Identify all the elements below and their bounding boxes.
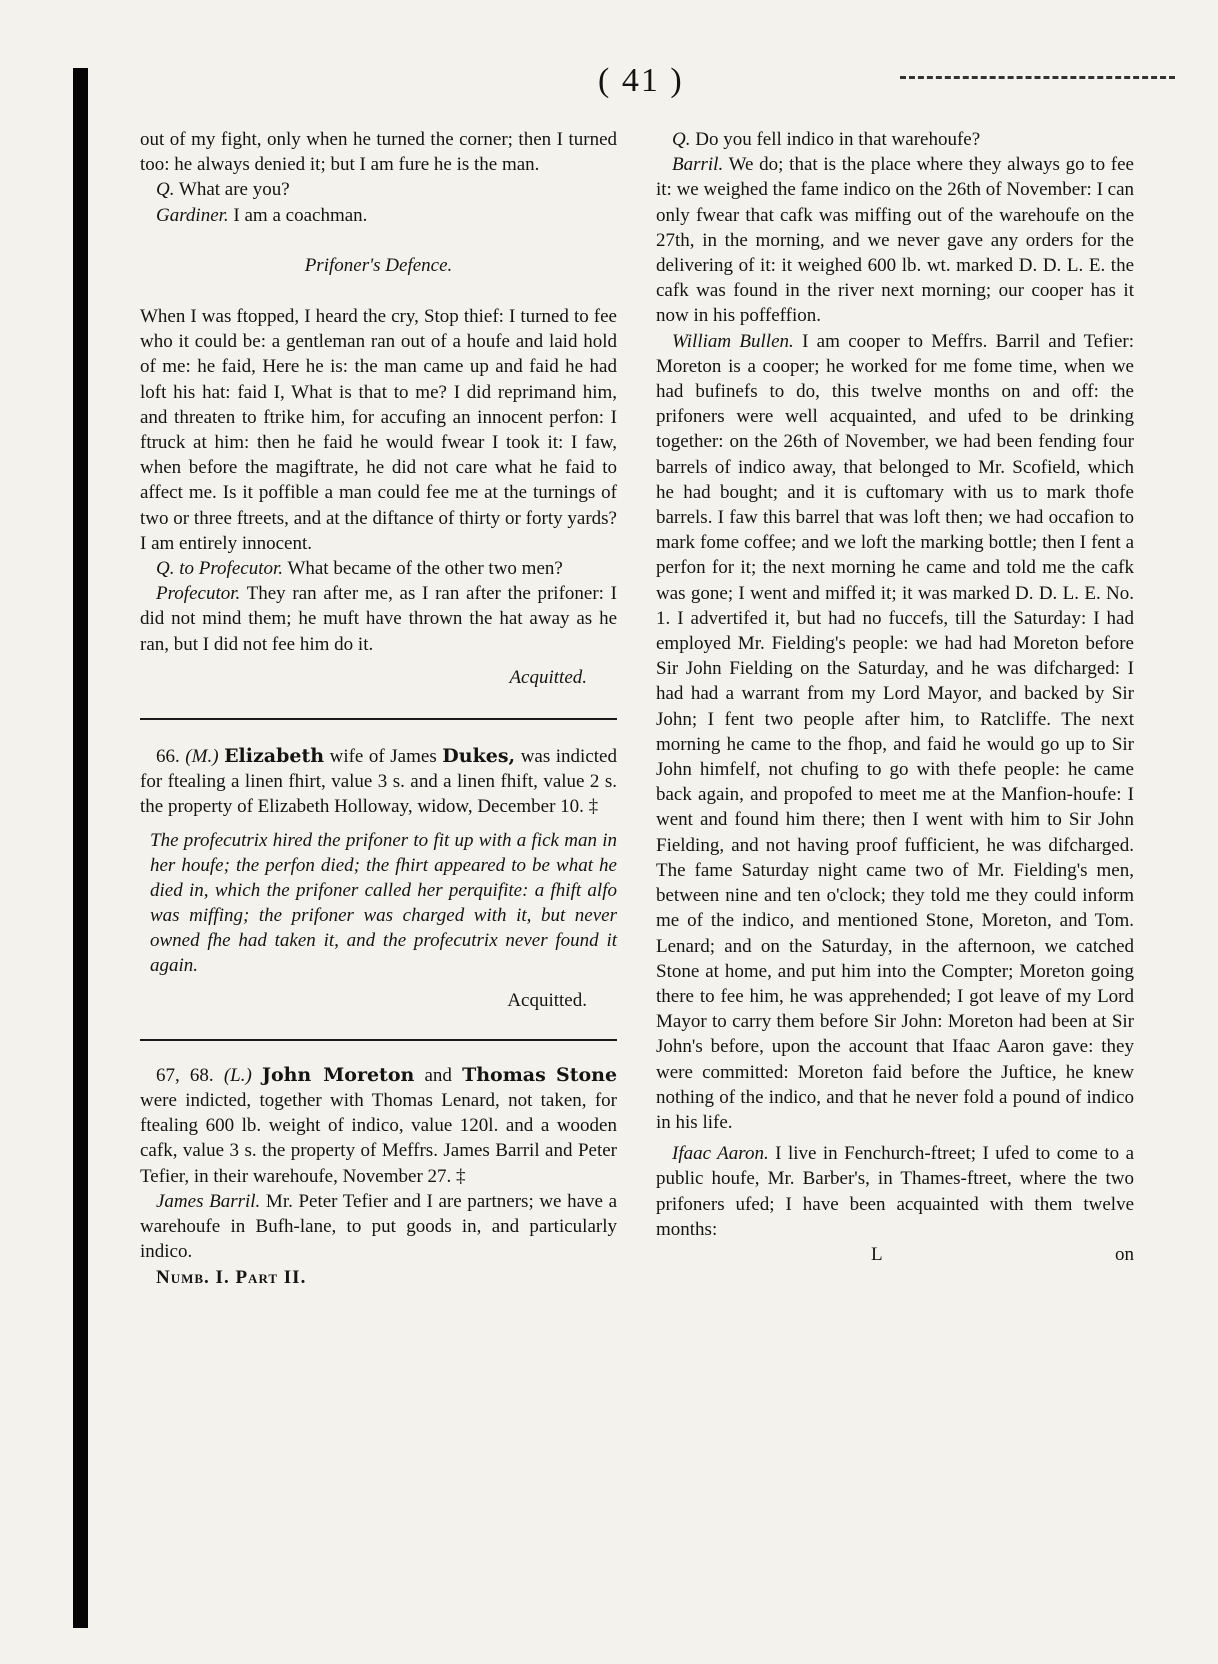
speaker-label: Gardiner. bbox=[156, 204, 229, 226]
question-text: Do you fell indico in that warehoufe? bbox=[695, 129, 981, 150]
case-code: (L.) bbox=[223, 1064, 252, 1086]
testimony bbox=[656, 1141, 1134, 1242]
defendant-surname: Stone bbox=[555, 1063, 618, 1086]
case-text: were indicted, together with Thomas Lenard, not taken, for ftealing 600 lb. weight of indico, value 120l. and a wooden cafk, value 3 s. the property of Meffrs. James Barril and Peter Tefier, in their warehoufe, November 27. ‡ bbox=[140, 1090, 617, 1187]
case-number: 66. bbox=[156, 746, 180, 768]
speaker-label: Barril. bbox=[672, 154, 724, 176]
defence-paragraph: When I was ftopped, I heard the cry, Stop thief: I turned to fee who it could be: a gentleman ran out of a houfe and laid hold of me: he faid, Here he is: the man came up and faid he had loft his hat: faid I, What is that to me? I did reprimand him, and threaten to ftrike him, for accufing an innocent perfon: I ftruck at him: then he faid he would fwear I took it: I faw, when before the magiftrate, he did not care what he faid to affect me. Is it poffible a man could fee me at the turnings of two or three ftreets, and at the diftance of thirty or forty yards? I am entirely innocent. bbox=[140, 306, 617, 554]
testimony-text: I am cooper to Meffrs. Barril and Tefier: Moreton is a cooper; he worked for me fome time, when we had bufinefs to do, this twelve months on and off: the prifoners were well acquainted, and ufed to be drinking together: on the 26th of November, we had been fending four barrels of indico away, that belonged to Mr. Scofield, which he had bought; and it is cuftomary with us to mark thofe barrels. I faw this barrel that was loft then; we had occafion to mark fome coffee; and we loft the marking bottle; then I fent a perfon for it; the next morning he came and told me the cafk was gone; I went and miffed it; it was marked D. D. L. E. No. 1. I advertifed it, but had no fuccefs, till the Saturday: I had employed Mr. Fielding's people: we had had Moreton before Sir John Fielding on the Saturday, and he was difcharged: I had had a warrant from my Lord Mayor, and backed by Sir John; I fent two people after him, to Ratcliffe. The next morning he came to the fhop, and faid he would go up to Sir John himfelf, not chufing to go with thefe people: he came back again, and propofed to meet me at the Manfion-houfe: I went and found him there; then I went with him to Sir John Fielding, and not having proof fufficient, he was difcharged. The fame Saturday night came two of Mr. Fielding's men, between nine and ten o'clock; they told me they could inform me of the indico, and mentioned Stone, Moreton, and Tom. Lenard; and on the Saturday, in the afternoon, we catched Stone at home, and put him into the Compter; Moreton going there to fee him, he was apprehended; I got leave of my Lord Mayor to carry them before Sir John: Moreton had been at Sir John's before, upon the account that Ifaac Aaron gave: they were committed: Moreton faid before the Juftice, he knew nothing of the indico, and that he never fold a pound of indico in his life. bbox=[656, 330, 1135, 1133]
testimony bbox=[656, 152, 1134, 328]
case-text: wife of James bbox=[329, 746, 437, 768]
question-text: What are you? bbox=[178, 179, 290, 201]
verdict: Acquitted. bbox=[507, 989, 587, 1011]
speaker-label: William Bullen. bbox=[672, 330, 794, 352]
defendant-name: Thomas bbox=[462, 1063, 546, 1086]
testimony bbox=[140, 1189, 617, 1265]
testimony-text: Mr. Peter Tefier and I are partners; we have a warehoufe in Bufh-lane, to put goods in, and particularly indico. bbox=[140, 1190, 618, 1263]
question-line bbox=[140, 177, 617, 202]
summary-text: The profecutrix hired the prifoner to fit up with a fick man in her houfe; the perfon died; the fhirt appeared to be what he died in, which the prifoner called her perquifite: a fhift alfo was miffing; the prifoner was charged with it, but never owned fhe had taken it, and the profecutrix never found it again. bbox=[150, 829, 617, 976]
speaker-label: Ifaac Aaron. bbox=[672, 1143, 769, 1165]
signature-mark: L bbox=[871, 1243, 883, 1265]
case-summary bbox=[140, 828, 617, 978]
left-column bbox=[140, 127, 617, 1290]
question-line bbox=[140, 556, 617, 581]
answer-line bbox=[140, 581, 617, 657]
page-number: ( 41 ) bbox=[598, 62, 684, 99]
verdict: Acquitted. bbox=[509, 666, 587, 688]
signature-footer: Numb. I. Part II. bbox=[156, 1266, 307, 1288]
case-code: (M.) bbox=[185, 746, 219, 768]
binding-shadow bbox=[73, 68, 88, 1628]
answer-text: I am a coachman. bbox=[233, 204, 368, 226]
question-label: Q. bbox=[156, 179, 175, 201]
right-column bbox=[656, 127, 1134, 1267]
testimony bbox=[656, 329, 1134, 1136]
case-66-indictment bbox=[140, 744, 617, 820]
case-text: was indicted for ftealing a linen fhirt, value 3 s. and a linen fhift, value 2 s. the property of Elizabeth Holloway, widow, December 10. ‡ bbox=[140, 746, 617, 818]
catchword: on bbox=[1115, 1243, 1134, 1265]
testimony-text: I live in Fenchurch-ftreet; I ufed to come to a public houfe, Mr. Barber's, in Thames-ftreet, where the two prifoners ufed; I have been acquainted with them twelve months: bbox=[656, 1143, 1134, 1240]
answer-text: They ran after me, as I ran after the prifoner: I did not mind them; he muft have thrown the hat away as he ran, but I did not fee him do it. bbox=[140, 583, 617, 655]
question-line bbox=[656, 127, 1134, 152]
answer-line bbox=[140, 203, 617, 228]
section-heading: Prifoner's Defence. bbox=[304, 254, 453, 276]
case-67-indictment bbox=[140, 1063, 617, 1189]
speaker-label: Profecutor. bbox=[156, 583, 241, 605]
speaker-label: James Barril. bbox=[156, 1190, 261, 1212]
defendant-name: Elizabeth bbox=[224, 745, 325, 768]
defendant-surname: Dukes, bbox=[442, 745, 516, 768]
question-text: What became of the other two men? bbox=[287, 558, 563, 580]
question-label: Q. bbox=[672, 129, 691, 150]
paragraph-continuation: out of my fight, only when he turned the corner; then I turned too: he always denied it; but I am fure he is the man. bbox=[140, 129, 617, 176]
page-footer bbox=[656, 1242, 1134, 1267]
case-text: and bbox=[424, 1064, 452, 1086]
defendant-name: John Moreton bbox=[261, 1063, 415, 1086]
testimony-text: We do; that is the place where they always go to fee it: we weighed the fame indico on the 26th of November: I can only fwear that cafk was miffing out of the warehoufe on the 27th, in the morning, and we never gave any orders for the delivering of it: it weighed 600 lb. wt. marked D. D. L. E. the cafk was found in the river next morning; our cooper has it now in his poffeffion. bbox=[656, 154, 1135, 327]
case-number: 67, 68. bbox=[156, 1064, 214, 1086]
question-label: Q. to Profecutor. bbox=[156, 558, 284, 580]
header-rule bbox=[900, 76, 1175, 79]
